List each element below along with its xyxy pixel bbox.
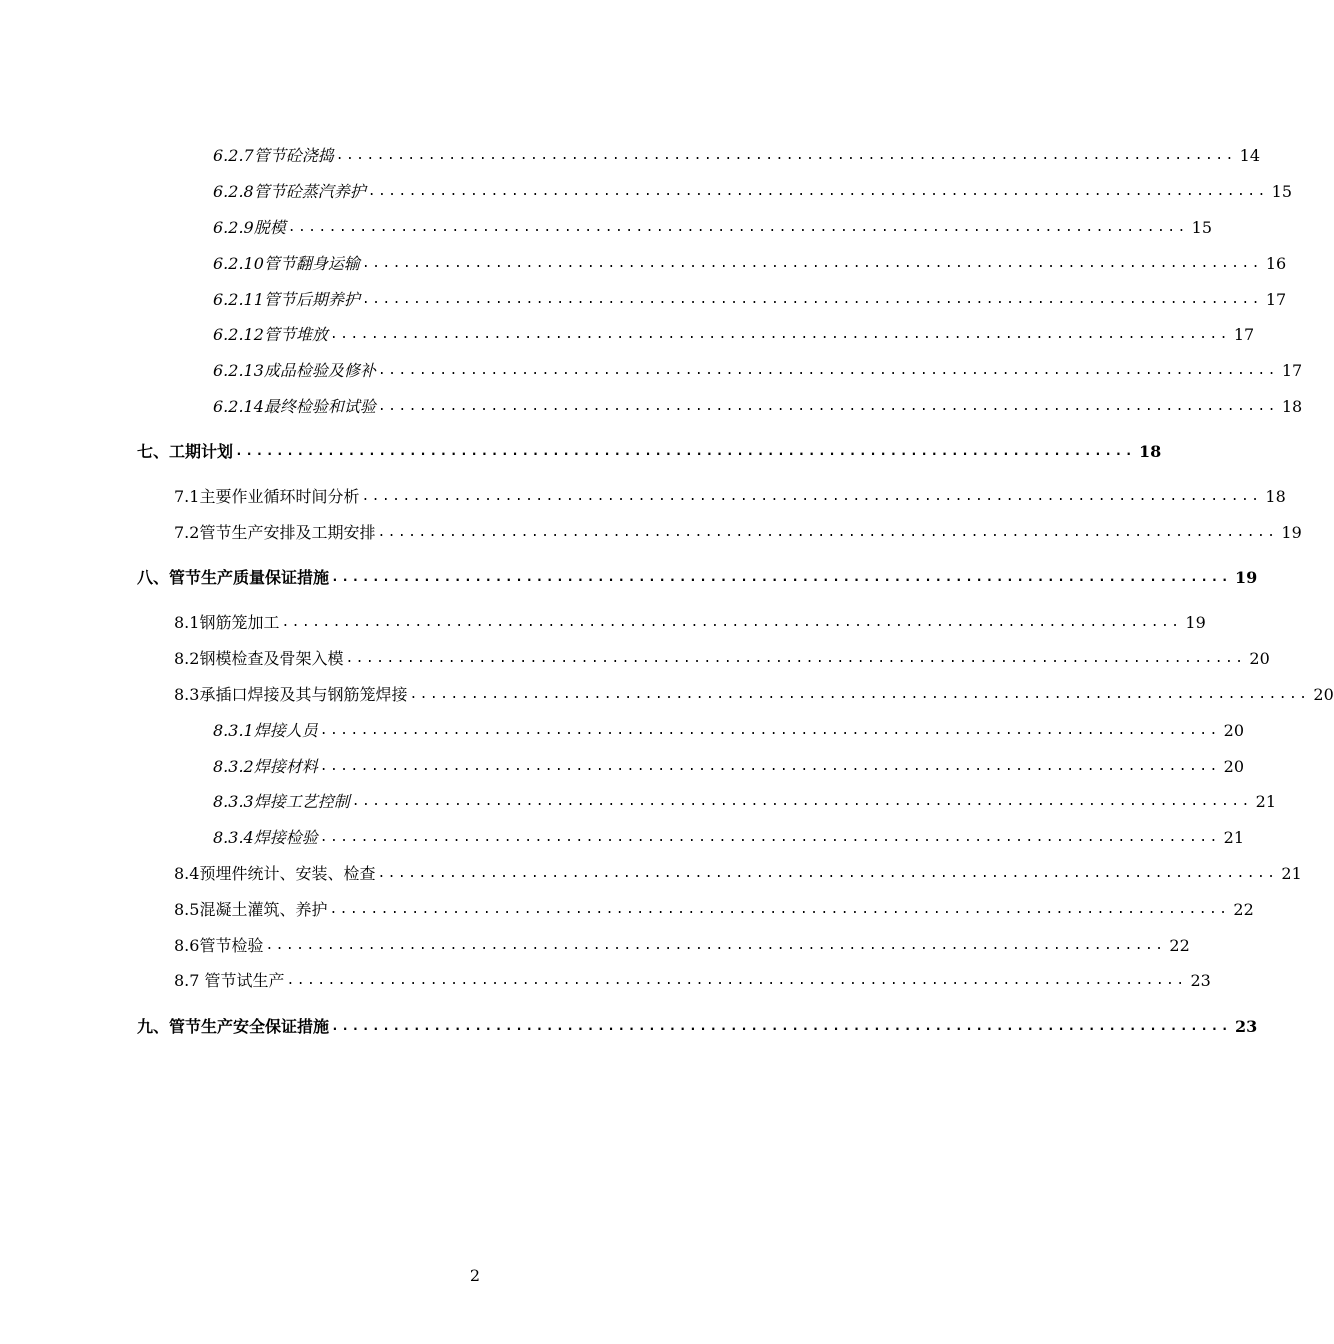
toc-entry-page: 23 xyxy=(1234,1017,1258,1036)
toc-entry-7-2[interactable] xyxy=(174,519,1302,543)
toc-entry-label: 8.2钢模检查及骨架入模 xyxy=(174,649,344,668)
toc-entry-8-5[interactable] xyxy=(174,896,1254,920)
toc-entry-label: 6.2.11管节后期养护 xyxy=(213,290,360,309)
toc-entry-page: 19 xyxy=(1281,523,1302,542)
toc-entry-page: 19 xyxy=(1234,568,1258,587)
toc-entry-page: 17 xyxy=(1233,325,1255,344)
toc-leader-dots: ........................................................................................ xyxy=(345,651,1246,666)
toc-entry-label: 8.1钢筋笼加工 xyxy=(174,613,280,632)
toc-entry-page: 22 xyxy=(1169,936,1190,955)
toc-entry-page: 17 xyxy=(1281,361,1303,380)
page-number: 2 xyxy=(469,1266,481,1285)
toc-entry-page: 21 xyxy=(1281,864,1302,883)
toc-leader-dots: ........................................................................................ xyxy=(286,973,1187,988)
toc-entry-page: 15 xyxy=(1271,182,1293,201)
toc-leader-dots: ........................................................................................ xyxy=(361,489,1262,504)
toc-entry-page: 15 xyxy=(1191,218,1213,237)
toc-entry-6-2-8[interactable] xyxy=(213,178,1293,202)
toc-leader-dots: ........................................................................................ xyxy=(287,220,1188,235)
toc-entry-label: 6.2.14最终检验和试验 xyxy=(213,397,376,416)
toc-entry-chapter-9[interactable] xyxy=(137,1013,1258,1037)
toc-entry-6-2-12[interactable] xyxy=(213,321,1255,345)
toc-entry-8-2[interactable] xyxy=(174,645,1270,669)
toc-entry-page: 19 xyxy=(1185,613,1206,632)
toc-leader-dots: ........................................................................................ xyxy=(377,866,1278,881)
toc-entry-8-3-4[interactable] xyxy=(213,824,1245,848)
toc-entry-6-2-13[interactable] xyxy=(213,357,1303,381)
toc-entry-6-2-9[interactable] xyxy=(213,214,1213,238)
toc-leader-dots: ........................................................................................ xyxy=(335,148,1236,163)
toc-leader-dots: ........................................................................................ xyxy=(281,615,1182,630)
toc-entry-page: 22 xyxy=(1233,900,1254,919)
toc-leader-dots: ........................................................................................ xyxy=(329,902,1230,917)
toc-entry-6-2-10[interactable] xyxy=(213,250,1287,274)
toc-entry-8-4[interactable] xyxy=(174,860,1302,884)
toc-leader-dots: ........................................................................................ xyxy=(319,830,1220,845)
toc-entry-8-7[interactable] xyxy=(174,967,1211,991)
toc-entry-8-3-2[interactable] xyxy=(213,753,1245,777)
toc-leader-dots: ........................................................................................ xyxy=(361,256,1262,271)
toc-entry-6-2-11[interactable] xyxy=(213,286,1287,310)
toc-entry-page: 20 xyxy=(1223,757,1245,776)
toc-entry-label: 八、管节生产质量保证措施 xyxy=(137,568,330,587)
toc-entry-label: 6.2.7管节砼浇捣 xyxy=(213,146,334,165)
toc-entry-page: 16 xyxy=(1265,254,1287,273)
toc-entry-page: 20 xyxy=(1223,721,1245,740)
toc-entry-8-3-3[interactable] xyxy=(213,788,1277,812)
toc-entry-chapter-7[interactable] xyxy=(137,438,1162,462)
toc-entry-page: 18 xyxy=(1138,442,1162,461)
toc-entry-8-6[interactable] xyxy=(174,932,1190,956)
toc-entry-page: 18 xyxy=(1265,487,1286,506)
toc-entry-page: 20 xyxy=(1249,649,1270,668)
toc-leader-dots: ........................................................................................ xyxy=(409,687,1310,702)
toc-entry-8-3-1[interactable] xyxy=(213,717,1245,741)
toc-leader-dots: ........................................................................................ xyxy=(235,444,1135,459)
toc-leader-dots: ........................................................................................ xyxy=(331,570,1231,585)
toc-entry-page: 17 xyxy=(1265,290,1287,309)
toc-entry-label: 6.2.13成品检验及修补 xyxy=(213,361,376,380)
toc-entry-label: 8.3.1焊接人员 xyxy=(213,721,318,740)
toc-entry-page: 21 xyxy=(1223,828,1245,847)
toc-entry-label: 8.4预埋件统计、安装、检查 xyxy=(174,864,376,883)
toc-entry-label: 7.1主要作业循环时间分析 xyxy=(174,487,360,506)
toc-entry-label: 6.2.12管节堆放 xyxy=(213,325,328,344)
toc-entry-label: 8.5混凝土灌筑、养护 xyxy=(174,900,328,919)
toc-leader-dots: ........................................................................................ xyxy=(377,363,1278,378)
toc-entry-6-2-7[interactable] xyxy=(213,142,1261,166)
toc-entry-8-3[interactable] xyxy=(174,681,1334,705)
toc-leader-dots: ........................................................................................ xyxy=(367,184,1268,199)
toc-entry-8-1[interactable] xyxy=(174,609,1206,633)
toc-entry-label: 6.2.9脱模 xyxy=(213,218,286,237)
toc-entry-label: 8.3.2焊接材料 xyxy=(213,757,318,776)
toc-entry-label: 6.2.8管节砼蒸汽养护 xyxy=(213,182,366,201)
toc-entry-label: 九、管节生产安全保证措施 xyxy=(137,1017,330,1036)
toc-entry-chapter-8[interactable] xyxy=(137,564,1258,588)
toc-entry-label: 8.7 管节试生产 xyxy=(174,971,285,990)
toc-leader-dots: ........................................................................................ xyxy=(377,525,1278,540)
toc-leader-dots: ........................................................................................ xyxy=(361,292,1262,307)
toc-entry-page: 21 xyxy=(1255,792,1277,811)
toc-leader-dots: ........................................................................................ xyxy=(319,723,1220,738)
toc-entry-page: 14 xyxy=(1239,146,1261,165)
toc-entry-page: 23 xyxy=(1190,971,1211,990)
toc-entry-label: 6.2.10管节翻身运输 xyxy=(213,254,360,273)
toc-leader-dots: ........................................................................................ xyxy=(329,327,1230,342)
toc-leader-dots: ........................................................................................ xyxy=(351,794,1252,809)
toc-entry-label: 8.3.3焊接工艺控制 xyxy=(213,792,350,811)
toc-entry-label: 7.2管节生产安排及工期安排 xyxy=(174,523,376,542)
toc-entry-label: 8.3承插口焊接及其与钢筋笼焊接 xyxy=(174,685,408,704)
toc-entry-label: 8.3.4焊接检验 xyxy=(213,828,318,847)
toc-entry-page: 20 xyxy=(1313,685,1334,704)
toc-entry-6-2-14[interactable] xyxy=(213,393,1303,417)
toc-leader-dots: ........................................................................................ xyxy=(265,938,1166,953)
toc-leader-dots: ........................................................................................ xyxy=(331,1019,1231,1034)
toc-entry-label: 8.6管节检验 xyxy=(174,936,264,955)
toc-leader-dots: ........................................................................................ xyxy=(319,759,1220,774)
toc-leader-dots: ........................................................................................ xyxy=(377,399,1278,414)
toc-entry-label: 七、工期计划 xyxy=(137,442,234,461)
toc-entry-7-1[interactable] xyxy=(174,483,1286,507)
toc-entry-page: 18 xyxy=(1281,397,1303,416)
